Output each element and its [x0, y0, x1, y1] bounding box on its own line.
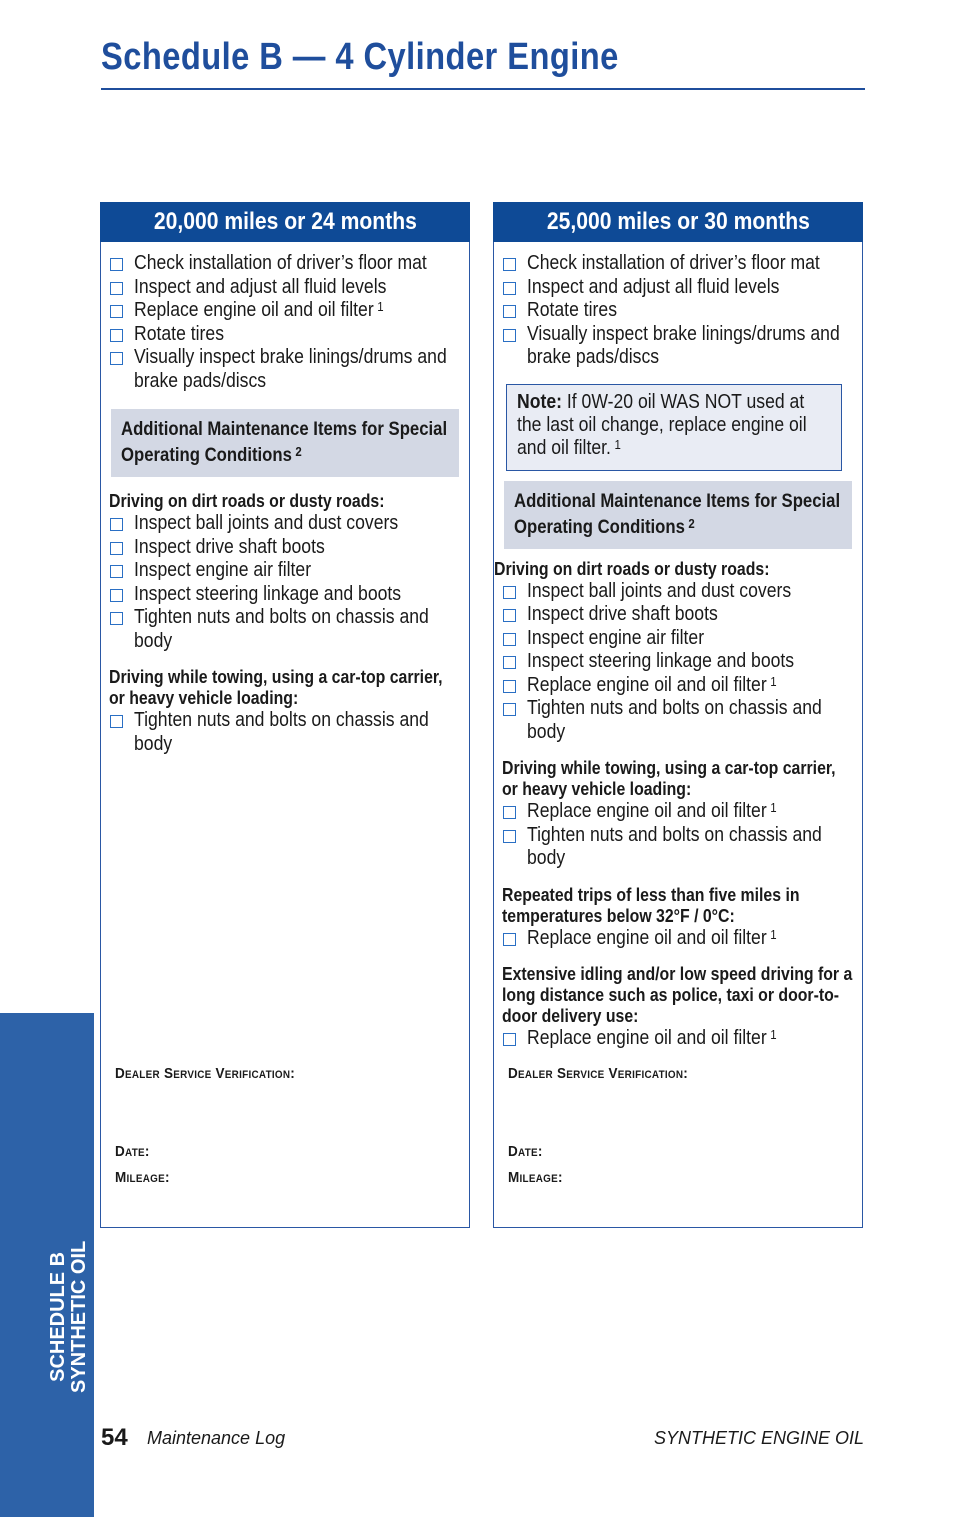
interval-25000-panel [493, 202, 863, 1228]
checkbox[interactable] [110, 715, 123, 728]
checkbox[interactable] [110, 565, 123, 578]
checkbox[interactable] [503, 1033, 516, 1046]
checklist-item[interactable]: Inspect ball joints and dust covers [500, 580, 856, 604]
checkbox[interactable] [503, 656, 516, 669]
checkbox[interactable] [503, 830, 516, 843]
checklist-item[interactable]: Inspect drive shaft boots [107, 536, 463, 560]
footnote-marker: 1 [614, 436, 621, 452]
checklist-item[interactable]: Replace engine oil and oil filter $^1$ [500, 1027, 856, 1051]
checklist-item[interactable]: Inspect steering linkage and boots [500, 650, 856, 674]
towing-heading: Driving while towing, using a car-top carrier, or heavy vehicle loading: [109, 667, 443, 708]
checkbox[interactable] [503, 329, 516, 342]
date-label: Date: [115, 1143, 150, 1160]
checkbox[interactable] [110, 589, 123, 602]
checkbox[interactable] [503, 258, 516, 271]
footnote-marker: 1 [770, 926, 777, 942]
checkbox[interactable] [503, 933, 516, 946]
footnote-marker: 2 [295, 444, 302, 459]
dealer-verification-label: Dealer Service Verification: [508, 1065, 689, 1082]
checkbox[interactable] [503, 680, 516, 693]
checkbox[interactable] [503, 305, 516, 318]
interval-20000-panel [100, 202, 470, 1228]
title-divider [101, 88, 865, 90]
date-label: Date: [508, 1143, 543, 1160]
oil-note-box: Note: If 0W-20 oil WAS NOT used at the last oil change, replace engine oil and oil filter. $^1$ [506, 384, 842, 471]
footnote-marker: 1 [770, 800, 777, 815]
additional-items-box: Additional Maintenance Items for Special Operating Conditions $^2$ [504, 481, 852, 549]
checklist-item[interactable]: Inspect and adjust all fluid levels [500, 276, 856, 300]
checklist-item[interactable]: Replace engine oil and oil filter $^1$ [500, 927, 856, 951]
checkbox[interactable] [110, 282, 123, 295]
checklist-item[interactable]: Inspect ball joints and dust covers [107, 512, 463, 536]
checkbox[interactable] [503, 806, 516, 819]
checklist-item[interactable]: Visually inspect brake linings/drums and brake pads/discs [500, 323, 856, 370]
checkbox[interactable] [110, 518, 123, 531]
footnote-marker: 2 [688, 515, 695, 531]
checklist-item[interactable]: Inspect engine air filter [107, 559, 463, 583]
checklist-item[interactable]: Inspect engine air filter [500, 627, 856, 651]
mileage-label: Mileage: [115, 1169, 170, 1186]
interval-header: 20,000 miles or 24 months [100, 202, 470, 242]
idling-heading: Extensive idling and/or low speed driving for a long distance such as police, taxi or door-to-door delivery use: [502, 964, 853, 1026]
checkbox[interactable] [110, 352, 123, 365]
page-title: Schedule B — 4 Cylinder Engine [101, 36, 619, 78]
dealer-verification-label: Dealer Service Verification: [115, 1065, 296, 1082]
mileage-label: Mileage: [508, 1169, 563, 1186]
checklist-item[interactable]: Inspect drive shaft boots [500, 603, 856, 627]
checklist-item[interactable]: Tighten nuts and bolts on chassis and body [107, 606, 463, 653]
checklist-item[interactable]: Tighten nuts and bolts on chassis and body [107, 709, 463, 756]
checkbox[interactable] [110, 612, 123, 625]
side-tab-label: SCHEDULE B SYNTHETIC OIL [47, 1240, 90, 1393]
checklist-item[interactable]: Inspect and adjust all fluid levels [107, 276, 463, 300]
page-number: 54 [101, 1424, 128, 1451]
checklist-item[interactable]: Replace engine oil and oil filter $^1$ [500, 800, 856, 824]
dirt-roads-heading: Driving on dirt roads or dusty roads: [494, 558, 770, 579]
additional-items-box: Additional Maintenance Items for Special Operating Conditions $^2$ [111, 409, 459, 477]
checklist-item[interactable]: Inspect steering linkage and boots [107, 583, 463, 607]
checklist-item[interactable]: Rotate tires [500, 299, 856, 323]
checklist-item[interactable]: Replace engine oil and oil filter $^1$ [500, 674, 856, 698]
checkbox[interactable] [503, 609, 516, 622]
checklist-item[interactable]: Check installation of driver’s floor mat [500, 252, 856, 276]
checkbox[interactable] [110, 542, 123, 555]
checklist-item[interactable]: Check installation of driver’s floor mat [107, 252, 463, 276]
checklist-item[interactable]: Tighten nuts and bolts on chassis and body [500, 697, 856, 744]
checkbox[interactable] [110, 305, 123, 318]
checklist-item[interactable]: Rotate tires [107, 323, 463, 347]
cold-trips-heading: Repeated trips of less than five miles in temperatures below 32°F / 0°C: [502, 884, 800, 926]
checkbox[interactable] [503, 633, 516, 646]
footnote-marker: 1 [770, 673, 777, 689]
checklist-item[interactable]: Visually inspect brake linings/drums and brake pads/discs [107, 346, 463, 393]
checkbox[interactable] [503, 703, 516, 716]
checkbox[interactable] [110, 329, 123, 342]
dirt-roads-heading: Driving on dirt roads or dusty roads: [109, 491, 385, 511]
footnote-marker: 1 [770, 1027, 777, 1042]
interval-header: 25,000 miles or 30 months [493, 202, 863, 242]
note-label: Note: [517, 390, 562, 413]
checkbox[interactable] [503, 586, 516, 599]
footer-oil-type: SYNTHETIC ENGINE OIL [653, 1428, 864, 1448]
footnote-marker: 1 [377, 299, 384, 314]
checklist-item[interactable]: Tighten nuts and bolts on chassis and body [500, 824, 856, 871]
towing-heading: Driving while towing, using a car-top carrier, or heavy vehicle loading: [502, 758, 836, 799]
footer-section-title: Maintenance Log [147, 1428, 286, 1448]
checkbox[interactable] [503, 282, 516, 295]
checkbox[interactable] [110, 258, 123, 271]
checklist-item[interactable]: Replace engine oil and oil filter $^1$ [107, 299, 463, 323]
